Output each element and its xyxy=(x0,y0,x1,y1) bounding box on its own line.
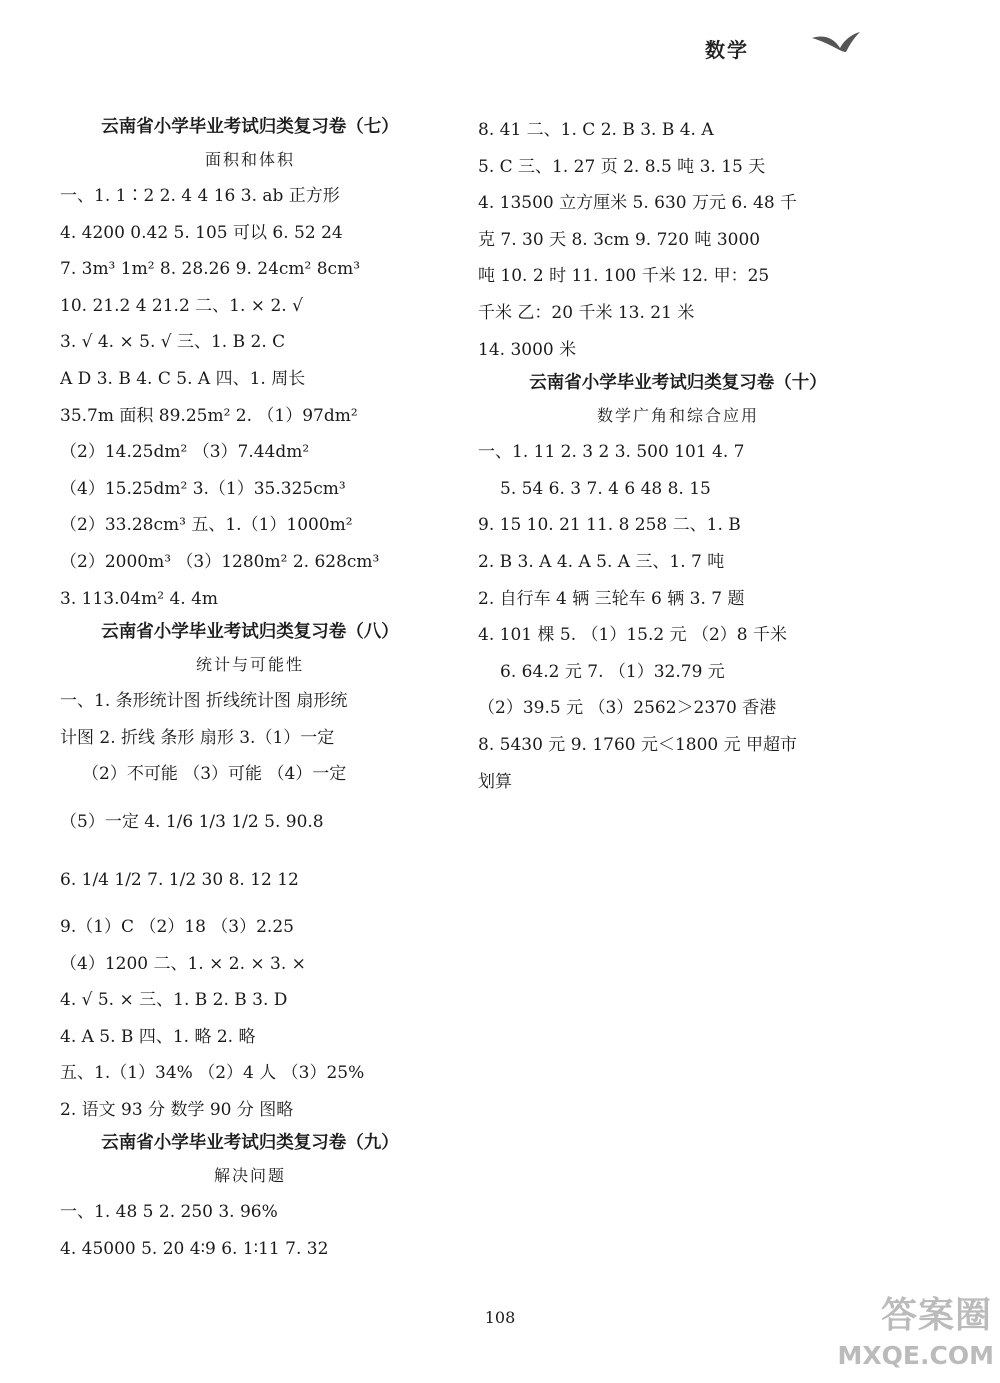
answer-line: 4. 45000 5. 20 4∶9 6. 1∶11 7. 32 xyxy=(60,1239,329,1260)
answer-line: （2）14.25dm² （3）7.44dm² xyxy=(60,442,310,463)
answer-line: 8. 41 二、1. C 2. B 3. B 4. A xyxy=(478,120,714,140)
answer-line: 10. 21.2 4 21.2 二、1. × 2. √ xyxy=(60,295,303,316)
section-subtitle: 面积和体积 xyxy=(204,150,295,169)
right-column xyxy=(478,112,878,800)
answer-line: 9.（1）C （2）18 （3）2.25 xyxy=(60,916,294,937)
answer-line: （2）不可能 （3）可能 （4）一定 xyxy=(82,764,347,785)
answer-line: 5. C 三、1. 27 页 2. 8.5 吨 3. 15 天 xyxy=(478,156,766,177)
answer-line: 4. 101 棵 5. （1）15.2 元 （2）8 千米 xyxy=(478,625,788,646)
section-subtitle: 解决问题 xyxy=(213,1166,286,1186)
answer-line: 一、1. 条形统计图 折线统计图 扇形统 xyxy=(60,691,348,712)
answer-line: 一、1. 11 2. 3 2 3. 500 101 4. 7 xyxy=(478,442,745,463)
answer-line: 吨 10. 2 时 11. 100 千米 12. 甲：25 xyxy=(478,266,770,287)
answer-line: 划算 xyxy=(478,771,512,792)
answer-line: 2. B 3. A 4. A 5. A 三、1. 7 吨 xyxy=(478,551,725,572)
subject-label: 数学 xyxy=(705,38,749,62)
answer-line: （4）1200 二、1. × 2. × 3. × xyxy=(60,953,306,974)
answer-line: 3. 113.04m² 4. 4m xyxy=(60,588,219,609)
answer-line: （2）39.5 元 （3）2562＞2370 香港 xyxy=(478,698,777,719)
answer-line: 一、1. 1∶2 2. 4 4 16 3. ab 正方形 xyxy=(60,186,340,206)
answer-line: 计图 2. 折线 条形 扇形 3.（1）一定 xyxy=(60,727,335,748)
answer-line: （4）15.25dm² 3.（1）35.325cm³ xyxy=(60,478,346,499)
answer-line: 3. √ 4. × 5. √ 三、1. B 2. C xyxy=(60,332,286,353)
answer-line: （5）一定 4. 1/6 1/3 1/2 5. 90.8 xyxy=(60,811,324,832)
section-subtitle: 统计与可能性 xyxy=(195,655,304,675)
answer-line: 4. 4200 0.42 5. 105 可以 6. 52 24 xyxy=(60,222,343,243)
answer-line: （2）2000m³ （3）1280m² 2. 628cm³ xyxy=(60,551,380,572)
answer-line: 9. 15 10. 21 11. 8 258 二、1. B xyxy=(478,515,741,536)
left-column xyxy=(60,112,440,1268)
answer-line: 五、1.（1）34% （2）4 人 （3）25% xyxy=(60,1063,365,1084)
bird-icon xyxy=(810,30,862,58)
answer-line: 6. 64.2 元 7. （1）32.79 元 xyxy=(500,661,725,682)
section-title: 云南省小学毕业考试归类复习卷（十） xyxy=(529,373,827,394)
answer-line: 4. √ 5. × 三、1. B 2. B 3. D xyxy=(60,990,288,1011)
answer-line: A D 3. B 4. C 5. A 四、1. 周长 xyxy=(60,368,306,389)
answer-line: 千米 乙：20 千米 13. 21 米 xyxy=(478,302,695,323)
answer-line: 8. 5430 元 9. 1760 元＜1800 元 甲超市 xyxy=(478,734,798,755)
watermark-title: 答案圈 xyxy=(880,1295,992,1336)
answer-line: 4. 13500 立方厘米 5. 630 万元 6. 48 千 xyxy=(478,193,798,214)
section-title: 云南省小学毕业考试归类复习卷（九） xyxy=(101,1133,399,1154)
answer-line: 2. 自行车 4 辆 三轮车 6 辆 3. 7 题 xyxy=(478,588,745,609)
section-title: 云南省小学毕业考试归类复习卷（七） xyxy=(101,117,399,137)
answer-line: 2. 语文 93 分 数学 90 分 图略 xyxy=(60,1099,294,1120)
watermark xyxy=(808,1287,998,1379)
header-logo xyxy=(705,30,865,64)
watermark-domain: MXQE.COM xyxy=(837,1341,994,1370)
answer-line: （2）33.28cm³ 五、1.（1）1000m² xyxy=(60,515,353,536)
answer-line: 一、1. 48 5 2. 250 3. 96% xyxy=(60,1202,278,1223)
answer-line: 4. A 5. B 四、1. 略 2. 略 xyxy=(60,1026,256,1047)
section-subtitle: 数学广角和综合应用 xyxy=(596,406,759,426)
answer-line: 5. 54 6. 3 7. 4 6 48 8. 15 xyxy=(500,478,711,499)
answer-line: 克 7. 30 天 8. 3cm 9. 720 吨 3000 xyxy=(478,229,761,250)
answer-line: 14. 3000 米 xyxy=(478,339,577,360)
section-title: 云南省小学毕业考试归类复习卷（八） xyxy=(101,622,399,643)
answer-line: 7. 3m³ 1m² 8. 28.26 9. 24cm² 8cm³ xyxy=(60,259,361,280)
page-number: 108 xyxy=(484,1308,516,1327)
answer-line: 35.7m 面积 89.25m² 2. （1）97dm² xyxy=(60,405,358,426)
answer-line: 6. 1/4 1/2 7. 1/2 30 8. 12 12 xyxy=(60,869,299,890)
